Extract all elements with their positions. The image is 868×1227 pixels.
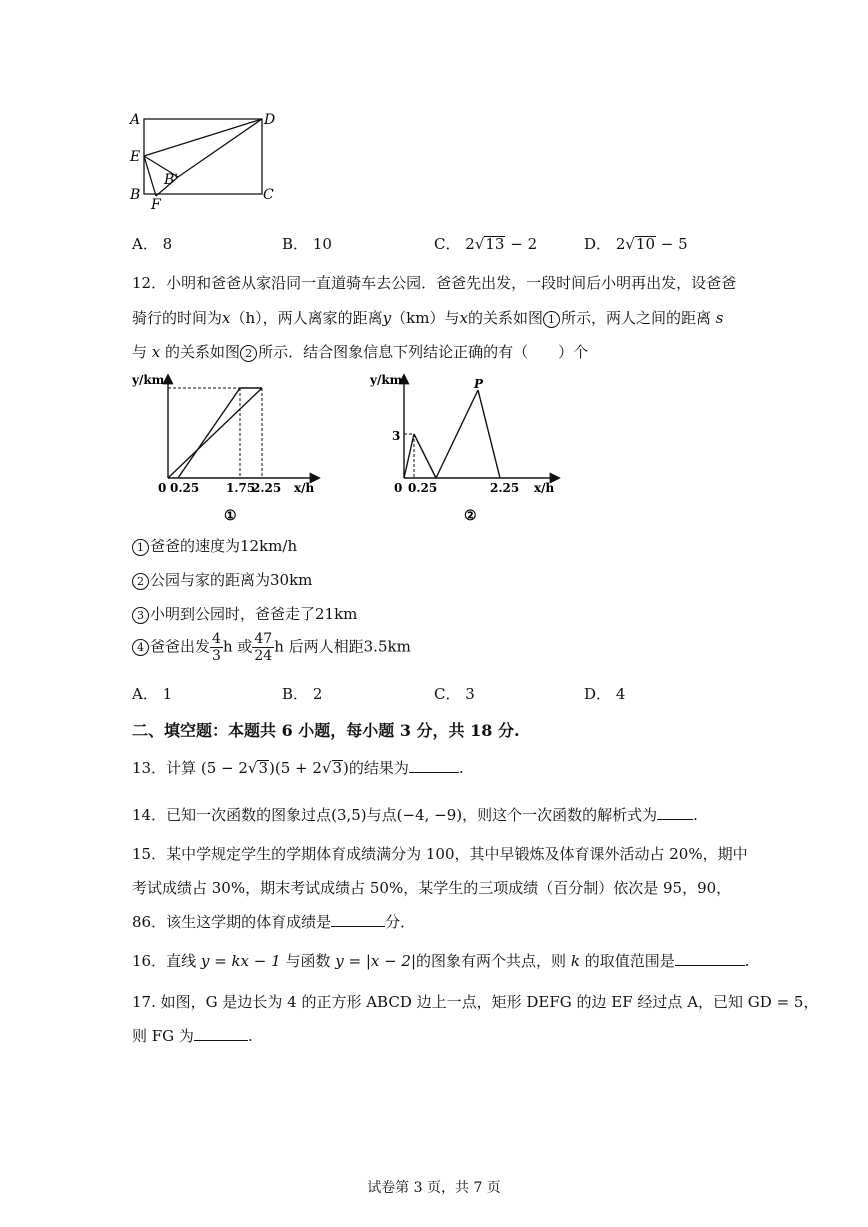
graph1-tick-1.75: 1.75 [226, 481, 256, 495]
q11-option-c: C． 2√13 − 2 [434, 235, 538, 253]
graph1-origin: 0 [158, 481, 167, 495]
label-C: C [263, 187, 274, 203]
q12-statement-1: 1 爸爸的速度为12km/h [132, 535, 297, 556]
q14-answer-blank[interactable] [657, 805, 693, 820]
q12-statement-3: 3 小明到公园时，爸爸走了21km [132, 603, 357, 624]
q17-line1: 17. 如图，G 是边长为 4 的正方形 ABCD 边上一点，矩形 DEFG 的边 EF 经过点 A，已知 GD = 5， [132, 993, 819, 1011]
q11-rectangle-figure [126, 108, 286, 212]
q13: 13．计算 (5 − 2√3)(5 + 2√3)的结果为 . [132, 759, 464, 777]
graph1-tick-0.25: 0.25 [170, 481, 200, 495]
graph1-xlabel: x/h [294, 481, 315, 495]
q12-graph-1 [128, 370, 328, 526]
graph2-caption: ② [464, 508, 477, 524]
q12-statement-2: 2 公园与家的距离为30km [132, 569, 312, 590]
graph2-xlabel: x/h [534, 481, 555, 495]
q15-answer-blank[interactable] [331, 912, 385, 927]
graph2-ytick-3: 3 [392, 429, 401, 443]
q12-line2: 骑行的时间为x（h），两人离家的距离y（km）与x的关系如图 1 所示，两人之间的距离 s [132, 309, 724, 327]
label-E: E [130, 149, 141, 165]
q11-option-d: D． 2√10 − 5 [584, 235, 688, 253]
q16-answer-blank[interactable] [675, 951, 745, 966]
graph2-tick-2.25: 2.25 [490, 481, 520, 495]
q17-answer-blank[interactable] [194, 1026, 248, 1041]
q11-option-b: B． 10 [282, 235, 332, 253]
q12-option-d: D． 4 [584, 685, 626, 703]
q12-option-a: A． 1 [132, 685, 173, 703]
q11-option-a: A． 8 [132, 235, 173, 253]
q12-statement-4: 4 爸爸出发 $\frac{4}{3}$ h 或 $\frac{47}{24}$ h 后两人相距3.5km [132, 631, 411, 664]
graph2-point-P: P [474, 377, 484, 391]
label-F: F [151, 197, 161, 212]
q15-line1: 15．某中学规定学生的学期体育成绩满分为 100，其中早锻炼及体育课外活动占 20%，期中 [132, 845, 748, 863]
q12-line1: 12．小明和爸爸从家沿同一直道骑车去公园．爸爸先出发，一段时间后小明再出发，设爸爸 [132, 274, 737, 292]
q14: 14．已知一次函数的图象过点(3,5)与点(−4, −9)，则这个一次函数的解析式为 . [132, 806, 698, 824]
graph1-ylabel: y/km [132, 373, 165, 387]
q17-line2: 则 FG 为 . [132, 1027, 253, 1045]
graph2-tick-0.25: 0.25 [408, 481, 438, 495]
fraction-47-24: $\frac{47}{24}$ [254, 631, 273, 665]
q15-line3: 86．该生这学期的体育成绩是 分． [132, 913, 416, 931]
q12-option-c: C． 3 [434, 685, 475, 703]
label-B-prime: B' [164, 172, 179, 188]
graph2-origin: 0 [394, 481, 403, 495]
q12-line3: 与 x 的关系如图 2 所示．结合图象信息下列结论正确的有（ ）个 [132, 343, 589, 361]
graph1-caption: ① [224, 508, 237, 524]
page-footer: 试卷第 3 页，共 7 页 [367, 1180, 501, 1196]
q13-answer-blank[interactable] [409, 758, 459, 773]
section-2-heading: 二、填空题：本题共 6 小题，每小题 3 分，共 18 分. [132, 721, 520, 740]
q12-option-b: B． 2 [282, 685, 323, 703]
fraction-4-3: $\frac{4}{3}$ [212, 631, 221, 665]
q16: 16．直线 y = kx − 1 与函数 y = |x − 2|的图象有两个共点，则 k 的取值范围是 . [132, 952, 750, 970]
label-D: D [264, 112, 276, 128]
graph1-tick-2.25: 2.25 [252, 481, 282, 495]
q15-line2: 考试成绩占 30%，期末考试成绩占 50%，某学生的三项成绩（百分制）依次是 95，90， [132, 879, 732, 897]
label-A: A [130, 112, 141, 128]
q12-graph-2 [366, 370, 566, 526]
q11-options [132, 233, 752, 255]
label-B: B [130, 187, 141, 203]
graph2-ylabel: y/km [370, 373, 403, 387]
q12-options [132, 683, 752, 705]
